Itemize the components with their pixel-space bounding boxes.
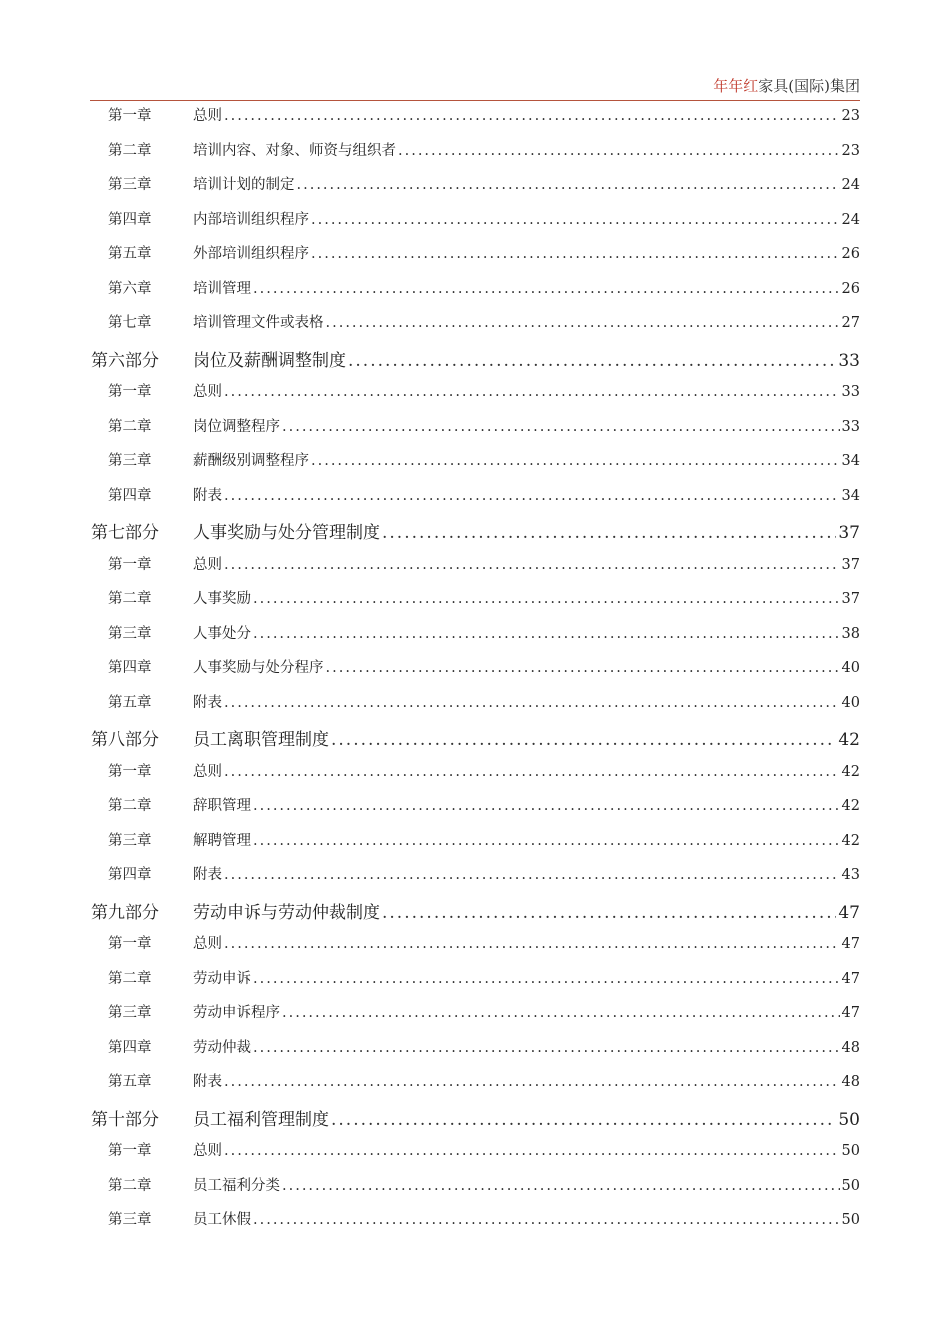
toc-entry-body: [193, 898, 860, 923]
toc-entry-number: 第五章: [108, 694, 152, 711]
toc-entry-title: 薪酬级别调整程序: [193, 453, 309, 469]
toc-entry-body: [193, 932, 860, 953]
toc-dot-leader: [311, 453, 840, 469]
toc-entry-number: 第三章: [108, 1212, 152, 1228]
toc-entry-page-number: 47: [841, 1005, 860, 1021]
toc-entry-title: 附表: [193, 487, 222, 504]
toc-entry-number: 第六章: [108, 280, 152, 297]
toc-dot-leader: [326, 660, 840, 676]
toc-chapter-entry[interactable]: [0, 484, 950, 514]
toc-entry-title: 总则: [193, 108, 222, 124]
toc-chapter-entry[interactable]: [0, 1070, 950, 1100]
toc-entry-body: [193, 1174, 860, 1195]
toc-entry-page-number: 23: [841, 142, 860, 159]
toc-entry-number: 第七部分: [91, 523, 159, 543]
toc-entry-number: 第一章: [108, 384, 152, 400]
toc-entry-body: [193, 518, 860, 543]
toc-entry-page-number: 47: [841, 936, 860, 952]
toc-entry-page-number: 50: [841, 1177, 860, 1194]
toc-dot-leader: [224, 695, 840, 711]
toc-entry-page-number: 23: [841, 108, 860, 124]
toc-entry-title: 劳动申诉: [193, 970, 251, 987]
toc-dot-leader: [224, 488, 840, 504]
toc-entry-number: 第二章: [108, 970, 152, 987]
toc-dot-leader: [331, 730, 836, 750]
toc-entry-page-number: 50: [838, 1109, 860, 1130]
toc-entry-page-number: 24: [841, 177, 860, 193]
toc-entry-body: [193, 1139, 860, 1160]
toc-entry-title: 解聘管理: [193, 832, 251, 849]
toc-entry-number: 第一章: [108, 763, 152, 780]
toc-part-entry[interactable]: [0, 898, 950, 928]
toc-entry-body: [193, 656, 860, 677]
toc-entry-page-number: 37: [841, 556, 860, 573]
toc-chapter-entry[interactable]: [0, 794, 950, 824]
toc-entry-body: [193, 967, 860, 988]
toc-entry-title: 附表: [193, 867, 222, 883]
toc-dot-leader: [326, 315, 840, 331]
toc-dot-leader: [253, 1212, 840, 1228]
toc-entry-title: 附表: [193, 1074, 222, 1090]
toc-entry-title: 岗位及薪酬调整制度: [193, 350, 346, 371]
toc-part-entry[interactable]: [0, 1105, 950, 1135]
toc-entry-number: 第三章: [108, 177, 152, 193]
toc-entry-title: 培训内容、对象、师资与组织者: [193, 142, 396, 159]
toc-chapter-entry[interactable]: [0, 242, 950, 272]
toc-entry-number: 第九部分: [91, 902, 159, 923]
toc-entry-number: 第四章: [108, 660, 152, 676]
toc-entry-number: 第四章: [108, 1039, 152, 1056]
toc-dot-leader: [253, 1040, 840, 1056]
toc-entry-body: [193, 415, 860, 436]
toc-entry-page-number: 43: [841, 867, 860, 883]
toc-entry-body: [193, 173, 860, 194]
header-rule: [90, 100, 860, 101]
toc-entry-title: 劳动申诉与劳动仲裁制度: [193, 902, 380, 923]
toc-entry-number: 第二章: [108, 418, 152, 435]
toc-entry-page-number: 33: [841, 418, 860, 435]
toc-entry-page-number: 37: [838, 523, 860, 543]
toc-entry-number: 第一章: [108, 108, 152, 124]
toc-entry-title: 人事奖励与处分程序: [193, 660, 324, 676]
toc-chapter-entry[interactable]: [0, 622, 950, 652]
toc-dot-leader: [398, 143, 840, 159]
toc-entry-body: [193, 691, 860, 712]
toc-entry-title: 总则: [193, 384, 222, 400]
toc-entry-page-number: 34: [841, 453, 860, 469]
toc-dot-leader: [224, 936, 840, 952]
toc-dot-leader: [311, 212, 840, 228]
toc-part-entry[interactable]: [0, 346, 950, 376]
toc-entry-title: 附表: [193, 694, 222, 711]
toc-entry-number: 第二章: [108, 798, 152, 814]
toc-chapter-entry[interactable]: [0, 277, 950, 307]
toc-entry-number: 第八部分: [91, 730, 159, 750]
toc-dot-leader: [224, 867, 840, 883]
toc-dot-leader: [297, 177, 840, 193]
toc-entry-body: [193, 1036, 860, 1057]
toc-entry-page-number: 24: [841, 211, 860, 228]
toc-entry-body: [193, 208, 860, 229]
toc-entry-body: [193, 760, 860, 781]
toc-entry-number: 第三章: [108, 832, 152, 849]
toc-entry-page-number: 47: [841, 970, 860, 987]
toc-dot-leader: [224, 108, 840, 124]
toc-entry-number: 第一章: [108, 1143, 152, 1159]
toc-entry-body: [193, 1070, 860, 1091]
toc-chapter-entry[interactable]: [0, 208, 950, 238]
toc-entry-body: [193, 346, 860, 371]
toc-entry-title: 辞职管理: [193, 798, 251, 814]
toc-entry-title: 人事奖励与处分管理制度: [193, 523, 380, 543]
toc-entry-number: 第三章: [108, 1005, 152, 1021]
toc-dot-leader: [253, 971, 840, 987]
toc-chapter-entry[interactable]: [0, 1208, 950, 1238]
toc-dot-leader: [253, 281, 840, 297]
toc-entry-body: [193, 449, 860, 470]
toc-entry-page-number: 33: [841, 384, 860, 400]
toc-entry-title: 劳动仲裁: [193, 1039, 251, 1056]
toc-entry-body: [193, 311, 860, 332]
toc-entry-title: 员工福利分类: [193, 1177, 280, 1194]
toc-entry-page-number: 34: [841, 487, 860, 504]
toc-chapter-entry[interactable]: [0, 173, 950, 203]
toc-entry-body: [193, 863, 860, 884]
toc-entry-number: 第五章: [108, 1074, 152, 1090]
toc-entry-title: 培训管理文件或表格: [193, 315, 324, 331]
toc-entry-page-number: 42: [841, 798, 860, 814]
toc-dot-leader: [282, 1005, 840, 1021]
toc-entry-page-number: 42: [841, 763, 860, 780]
toc-entry-number: 第二章: [108, 1177, 152, 1194]
toc-entry-body: [193, 587, 860, 608]
toc-chapter-entry[interactable]: [0, 967, 950, 997]
toc-chapter-entry[interactable]: [0, 760, 950, 790]
toc-entry-title: 员工福利管理制度: [193, 1109, 329, 1130]
toc-dot-leader: [224, 557, 840, 573]
toc-entry-title: 岗位调整程序: [193, 418, 280, 435]
toc-entry-number: 第四章: [108, 487, 152, 504]
toc-dot-leader: [253, 798, 840, 814]
toc-dot-leader: [311, 246, 840, 262]
toc-entry-title: 总则: [193, 936, 222, 952]
toc-entry-page-number: 38: [841, 625, 860, 642]
toc-entry-page-number: 26: [841, 280, 860, 297]
page-header: [713, 76, 860, 96]
toc-entry-page-number: 48: [841, 1039, 860, 1056]
toc-entry-page-number: 47: [838, 902, 860, 923]
toc-entry-page-number: 50: [841, 1212, 860, 1228]
toc-chapter-entry[interactable]: [0, 932, 950, 962]
toc-entry-number: 第七章: [108, 315, 152, 331]
toc-entry-page-number: 33: [838, 350, 860, 371]
toc-entry-body: [193, 1208, 860, 1229]
toc-part-entry[interactable]: [0, 518, 950, 548]
toc-entry-number: 第三章: [108, 453, 152, 469]
toc-entry-title: 员工离职管理制度: [193, 730, 329, 750]
toc-entry-body: [193, 622, 860, 643]
toc-dot-leader: [224, 384, 840, 400]
toc-dot-leader: [282, 419, 840, 435]
toc-entry-body: [193, 139, 860, 160]
toc-entry-title: 外部培训组织程序: [193, 246, 309, 262]
toc-entry-body: [193, 104, 860, 125]
toc-chapter-entry[interactable]: [0, 1174, 950, 1204]
toc-entry-title: 人事处分: [193, 625, 251, 642]
toc-chapter-entry[interactable]: [0, 553, 950, 583]
toc-chapter-entry[interactable]: [0, 311, 950, 341]
toc-entry-number: 第一章: [108, 936, 152, 952]
toc-chapter-entry[interactable]: [0, 449, 950, 479]
toc-entry-page-number: 42: [838, 730, 860, 750]
toc-entry-page-number: 40: [841, 694, 860, 711]
toc-chapter-entry[interactable]: [0, 139, 950, 169]
toc-entry-title: 总则: [193, 1143, 222, 1159]
toc-entry-body: [193, 725, 860, 750]
toc-entry-body: [193, 1105, 860, 1130]
toc-dot-leader: [224, 764, 840, 780]
toc-entry-number: 第四章: [108, 867, 152, 883]
toc-entry-title: 总则: [193, 763, 222, 780]
toc-dot-leader: [253, 591, 840, 607]
toc-entry-title: 内部培训组织程序: [193, 211, 309, 228]
toc-part-entry[interactable]: [0, 725, 950, 755]
header-company-accent: 年年红: [713, 77, 759, 95]
toc-entry-body: [193, 380, 860, 401]
toc-chapter-entry[interactable]: [0, 829, 950, 859]
toc-entry-number: 第二章: [108, 142, 152, 159]
toc-entry-title: 培训计划的制定: [193, 177, 295, 193]
toc-entry-title: 培训管理: [193, 280, 251, 297]
toc-entry-number: 第六部分: [91, 350, 159, 371]
toc-dot-leader: [331, 1110, 836, 1130]
toc-entry-page-number: 26: [841, 246, 860, 262]
toc-entry-number: 第五章: [108, 246, 152, 262]
header-company-name: 家具(国际)集团: [758, 77, 860, 95]
toc-entry-number: 第一章: [108, 556, 152, 573]
toc-entry-number: 第四章: [108, 211, 152, 228]
toc-chapter-entry[interactable]: [0, 415, 950, 445]
toc-entry-body: [193, 242, 860, 263]
toc-dot-leader: [382, 523, 836, 543]
toc-entry-page-number: 40: [841, 660, 860, 676]
toc-dot-leader: [253, 833, 840, 849]
toc-dot-leader: [282, 1178, 840, 1194]
toc-chapter-entry[interactable]: [0, 1036, 950, 1066]
toc-chapter-entry[interactable]: [0, 380, 950, 410]
toc-chapter-entry[interactable]: [0, 656, 950, 686]
toc-entry-title: 总则: [193, 556, 222, 573]
toc-entry-page-number: 27: [841, 315, 860, 331]
toc-entry-body: [193, 829, 860, 850]
toc-entry-title: 人事奖励: [193, 591, 251, 607]
toc-dot-leader: [224, 1074, 840, 1090]
toc-entry-page-number: 48: [841, 1074, 860, 1090]
toc-entry-page-number: 50: [841, 1143, 860, 1159]
toc-chapter-entry[interactable]: [0, 691, 950, 721]
toc-entry-title: 员工休假: [193, 1212, 251, 1228]
toc-entry-page-number: 37: [841, 591, 860, 607]
toc-chapter-entry[interactable]: [0, 863, 950, 893]
toc-chapter-entry[interactable]: [0, 1001, 950, 1031]
toc-entry-number: 第二章: [108, 591, 152, 607]
toc-entry-page-number: 42: [841, 832, 860, 849]
toc-chapter-entry[interactable]: [0, 1139, 950, 1169]
toc-entry-body: [193, 1001, 860, 1022]
toc-chapter-entry[interactable]: [0, 104, 950, 134]
toc-dot-leader: [224, 1143, 840, 1159]
toc-entry-number: 第十部分: [91, 1109, 159, 1130]
toc-entry-title: 劳动申诉程序: [193, 1005, 280, 1021]
toc-dot-leader: [253, 626, 840, 642]
toc-entry-body: [193, 484, 860, 505]
toc-dot-leader: [348, 351, 836, 371]
toc-entry-body: [193, 277, 860, 298]
toc-chapter-entry[interactable]: [0, 587, 950, 617]
toc-entry-body: [193, 553, 860, 574]
toc-entry-body: [193, 794, 860, 815]
toc-dot-leader: [382, 903, 836, 923]
toc-entry-number: 第三章: [108, 625, 152, 642]
